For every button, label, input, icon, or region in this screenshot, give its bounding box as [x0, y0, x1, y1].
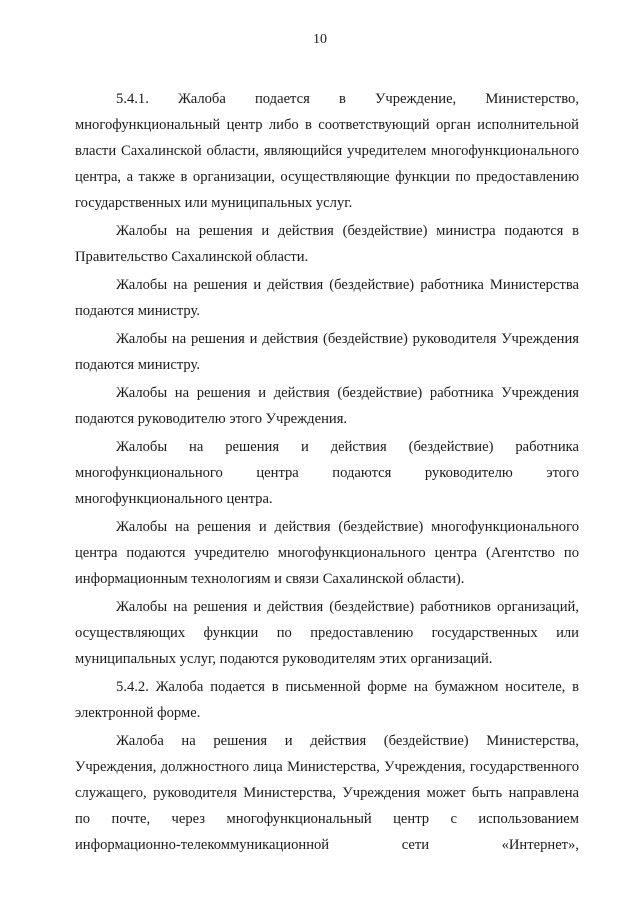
paragraph-mfc-employee-complaints: Жалобы на решения и действия (бездействие) работника многофункционального центра подаются руководителю этого многофункционального центра. [75, 439, 579, 507]
page-number: 10 [313, 32, 327, 47]
paragraph-5-4-2: 5.4.2. Жалоба подается в письменной форме на бумажном носителе, в электронной форме. [75, 679, 579, 721]
document-body [75, 86, 579, 860]
paragraph-5-4-1: 5.4.1. Жалоба подается в Учреждение, Министерство, многофункциональный центр либо в соответствующий орган исполнительной власти Сахалинской области, являющийся учредителем многофункционального центра, а также в организации, осуществляющие функции по предоставлению государственных или муниципальных услуг. [75, 91, 579, 211]
paragraph-complaint-channels: Жалоба на решения и действия (бездействие) Министерства, Учреждения, должностного лица Министерства, Учреждения, государственного служащего, руководителя Министерства, Учреждения может быть направлена по почте, через многофункциональный центр с использованием информационно-телекоммуникационной сети «Интернет», [75, 733, 579, 853]
paragraph-organization-employee-complaints: Жалобы на решения и действия (бездействие) работников организаций, осуществляющих функции по предоставлению государственных или муниципальных услуг, подаются руководителям этих организаций. [75, 599, 579, 667]
paragraph-mfc-complaints: Жалобы на решения и действия (бездействие) многофункционального центра подаются учредителю многофункционального центра (Агентство по информационным технологиям и связи Сахалинской области). [75, 519, 579, 587]
paragraph-ministry-employee-complaints: Жалобы на решения и действия (бездействие) работника Министерства подаются министру. [75, 277, 579, 319]
paragraph-institution-employee-complaints: Жалобы на решения и действия (бездействие) работника Учреждения подаются руководителю этого Учреждения. [75, 385, 579, 427]
paragraph-minister-complaints: Жалобы на решения и действия (бездействие) министра подаются в Правительство Сахалинской области. [75, 223, 579, 265]
paragraph-institution-head-complaints: Жалобы на решения и действия (бездействие) руководителя Учреждения подаются министру. [75, 331, 579, 373]
